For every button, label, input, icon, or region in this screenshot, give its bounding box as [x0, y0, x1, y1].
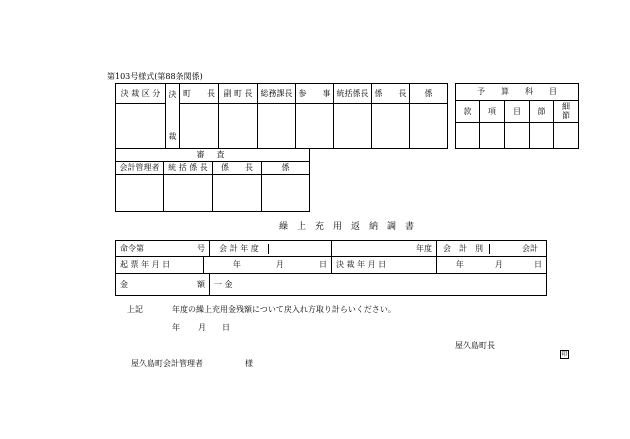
- decision-month: 月: [494, 260, 503, 269]
- amount-value-cell[interactable]: [210, 274, 547, 296]
- document-title: 繰 上 充 用 返 納 調 書: [278, 222, 414, 232]
- budget-header: 目: [505, 101, 530, 123]
- approver-header: 統括係長: [334, 84, 372, 104]
- draft-month: 月: [275, 260, 284, 269]
- approver-seal-cell[interactable]: [219, 104, 258, 149]
- budget-header-saimoku: [554, 101, 579, 123]
- signer: 屋久島町長: [455, 341, 495, 350]
- draft-date-label: 起 票 年 月 日: [116, 257, 204, 274]
- kessai-label: [166, 84, 180, 149]
- audit-header: 会計管理者: [116, 162, 164, 175]
- order-number-cell[interactable]: [116, 241, 210, 257]
- kessai-bottom: 裁: [168, 132, 177, 141]
- decision-date-label-cell: [332, 257, 437, 274]
- decision-year: 年: [455, 260, 464, 269]
- decision-date-label: 決 裁 年 月 日: [336, 260, 387, 269]
- addressee: 屋久島町会計管理者: [131, 359, 203, 368]
- approver-seal-cell[interactable]: [258, 104, 296, 149]
- seal-icon: 印: [561, 351, 568, 358]
- budget-table: [455, 83, 579, 149]
- approver-header: 総務課長: [258, 84, 296, 104]
- audit-seal-cell[interactable]: [116, 175, 164, 212]
- budget-value-cell[interactable]: [456, 123, 480, 149]
- amount-label-2: 額: [197, 279, 205, 289]
- audit-header: 統 括 係 長: [164, 162, 213, 175]
- draft-day: 日: [319, 260, 327, 269]
- approver-seal-cell[interactable]: [410, 104, 448, 149]
- approver-header: 係: [410, 84, 448, 104]
- audit-seal-cell[interactable]: [262, 175, 310, 212]
- amount-value: 一 金: [214, 279, 233, 289]
- honorific: 様: [245, 359, 253, 368]
- account-type-label: 会 計 別: [437, 244, 490, 254]
- fiscal-year-cell: [210, 241, 332, 257]
- body-date-month: 月: [198, 323, 206, 332]
- kubun-label: 決 裁 区 分: [116, 84, 166, 104]
- body-date-year: 年: [172, 323, 180, 332]
- audit-header: 係 長: [213, 162, 262, 175]
- approval-table: [115, 83, 448, 149]
- seal-mark: [560, 341, 569, 360]
- form-number: 第103号様式(第88条関係): [107, 72, 203, 81]
- approver-header: 町 長: [180, 84, 219, 104]
- fiscal-year-label: 会 計 年 度: [210, 244, 269, 254]
- decision-day: 日: [534, 260, 542, 269]
- approver-header: 副 町 長: [219, 84, 258, 104]
- body-prefix: 上記: [127, 305, 143, 314]
- budget-header: 款: [456, 101, 480, 123]
- account-cell[interactable]: [437, 241, 547, 257]
- budget-value-cell[interactable]: [480, 123, 505, 149]
- approver-header: 参 事: [296, 84, 334, 104]
- approver-header: 係 長: [372, 84, 410, 104]
- kubun-cell[interactable]: [116, 104, 166, 149]
- order-label: 命令第: [120, 243, 144, 253]
- amount-label: 金: [120, 279, 128, 289]
- audit-header: 係: [262, 162, 310, 175]
- budget-value-cell[interactable]: [554, 123, 579, 149]
- kessai-top: 決: [168, 90, 177, 99]
- audit-seal-cell[interactable]: [213, 175, 262, 212]
- fiscal-year-suffix: 年度: [416, 243, 432, 253]
- order-suffix: 号: [197, 243, 205, 253]
- detail-table: [115, 240, 547, 296]
- saimoku-top: 細: [562, 102, 571, 111]
- audit-seal-cell[interactable]: [164, 175, 213, 212]
- approver-seal-cell[interactable]: [296, 104, 334, 149]
- audit-title-right: 査: [213, 149, 310, 162]
- saimoku-bottom: 節: [562, 111, 571, 120]
- budget-header: 項: [480, 101, 505, 123]
- budget-header: 節: [530, 101, 554, 123]
- audit-title-left: 審: [116, 149, 213, 162]
- approver-seal-cell[interactable]: [334, 104, 372, 149]
- budget-title: 予 算 科 目: [456, 84, 579, 101]
- approver-seal-cell[interactable]: [180, 104, 219, 149]
- draft-year: 年: [232, 260, 241, 269]
- budget-value-cell[interactable]: [530, 123, 554, 149]
- amount-label-cell: [116, 274, 210, 296]
- budget-value-cell[interactable]: [505, 123, 530, 149]
- audit-table: [115, 148, 310, 212]
- draft-date-value[interactable]: [204, 257, 332, 274]
- body-sentence: 年度の繰上充用金残額について戻入れ方取り計らいください。: [172, 305, 396, 314]
- decision-date-value[interactable]: [437, 257, 547, 274]
- body-date-day: 日: [222, 323, 230, 332]
- account-suffix: 会計: [522, 243, 538, 253]
- fiscal-year-value[interactable]: [332, 241, 437, 257]
- approver-seal-cell[interactable]: [372, 104, 410, 149]
